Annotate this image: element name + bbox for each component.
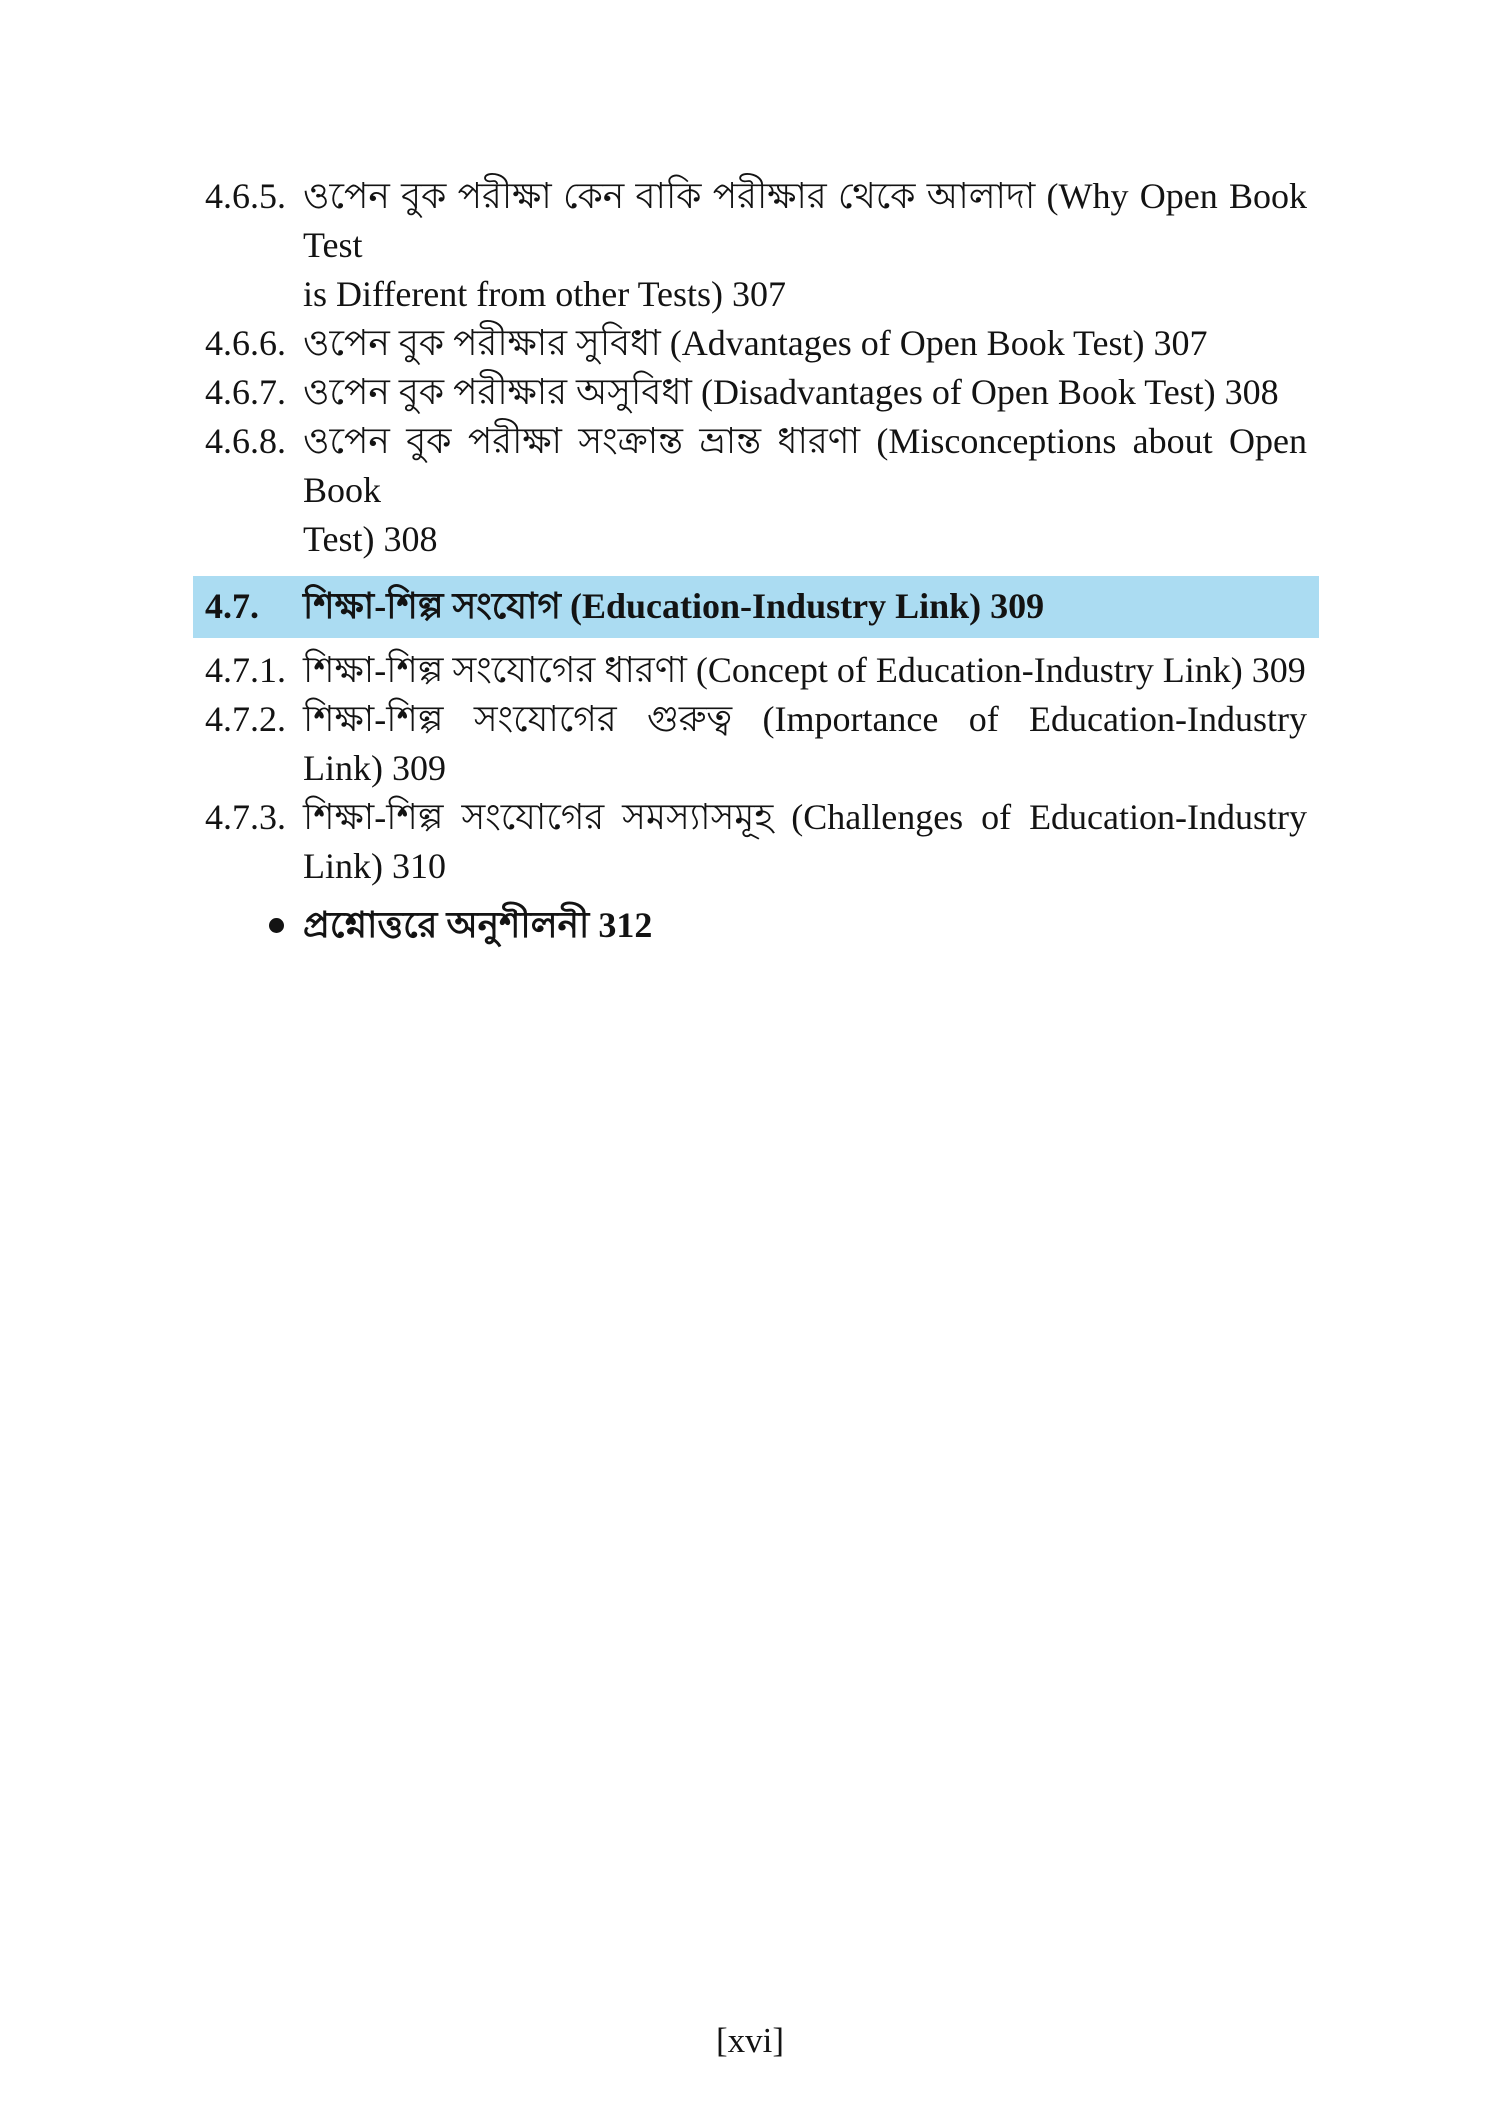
toc-line: শিক্ষা-শিল্প সংযোগ (Education-Industry Link) 309 [303, 586, 1045, 626]
toc-entry-number: 4.6.8. [205, 421, 286, 461]
toc-entry [205, 319, 1307, 368]
table-of-contents [205, 172, 1307, 950]
toc-line: ওপেন বুক পরীক্ষা কেন বাকি পরীক্ষার থেকে আলাদা (Why Open Book Test [303, 176, 1307, 265]
toc-line: শিক্ষা-শিল্প সংযোগের সমস্যাসমূহ (Challenges of Education-Industry [303, 797, 1307, 837]
toc-line: Link) 310 [303, 846, 446, 886]
bullet-icon [269, 918, 284, 933]
toc-line: ওপেন বুক পরীক্ষা সংক্রান্ত ভ্রান্ত ধারণা (Misconceptions about Open Book [303, 421, 1307, 510]
toc-entry [205, 417, 1307, 564]
toc-entry-number: 4.7. [205, 586, 259, 626]
toc-line: প্রশ্নোত্তরে অনুশীলনী 312 [303, 905, 653, 945]
toc-section-header [193, 576, 1319, 638]
toc-entry-number: 4.7.1. [205, 650, 286, 690]
toc-entry-number: 4.7.2. [205, 699, 286, 739]
toc-entry-number: 4.6.5. [205, 176, 286, 216]
toc-line: শিক্ষা-শিল্প সংযোগের ধারণা (Concept of Education-Industry Link) 309 [303, 650, 1306, 690]
toc-entry-number: 4.6.6. [205, 323, 286, 363]
toc-entry [205, 368, 1307, 417]
toc-line: শিক্ষা-শিল্প সংযোগের গুরুত্ব (Importance of Education-Industry [303, 699, 1307, 739]
toc-entry [205, 646, 1307, 695]
toc-line: ওপেন বুক পরীক্ষার সুবিধা (Advantages of Open Book Test) 307 [303, 323, 1208, 363]
page-number: [xvi] [715, 2021, 785, 2060]
toc-line: is Different from other Tests) 307 [303, 274, 787, 314]
toc-entry [205, 172, 1307, 319]
toc-entry-number: 4.6.7. [205, 372, 286, 412]
toc-bullet-item [205, 901, 1307, 950]
toc-line: Link) 309 [303, 748, 446, 788]
toc-line: ওপেন বুক পরীক্ষার অসুবিধা (Disadvantages of Open Book Test) 308 [303, 372, 1279, 412]
toc-line: Test) 308 [303, 519, 438, 559]
toc-entry [205, 695, 1307, 793]
toc-entry-number: 4.7.3. [205, 797, 286, 837]
toc-entry [205, 793, 1307, 891]
